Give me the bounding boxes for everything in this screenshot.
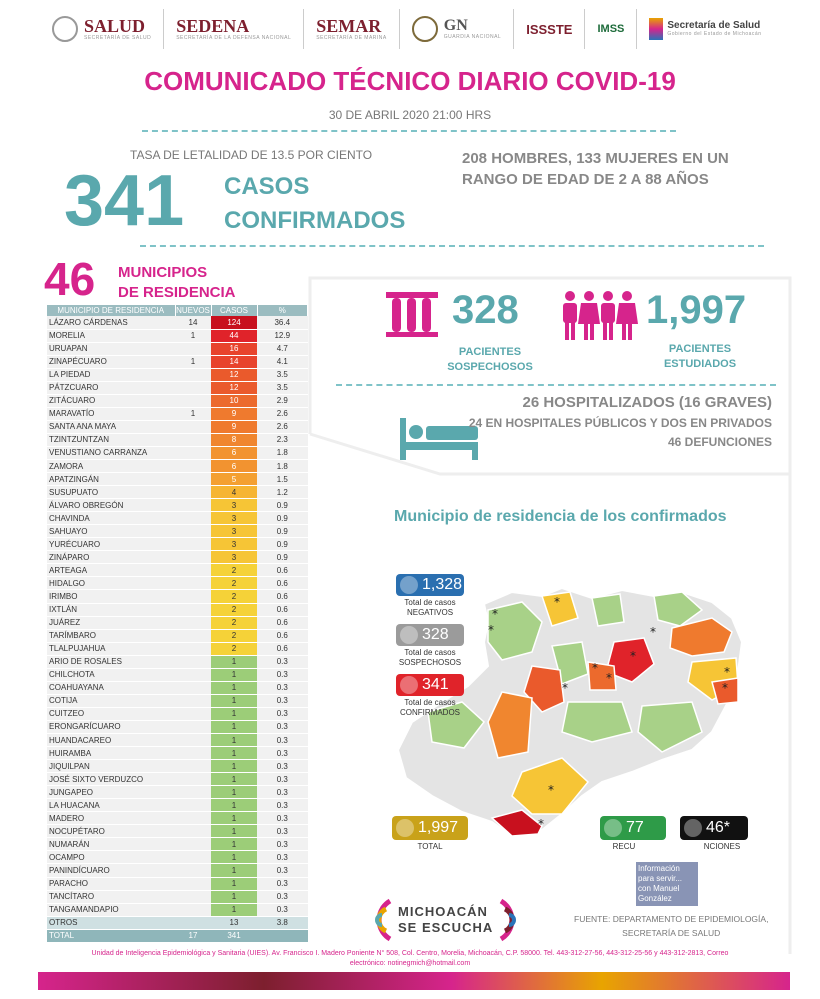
- person-icon: [400, 676, 418, 694]
- seal-icon: [52, 16, 78, 42]
- table-row: ERONGARÍCUARO 1 0.3: [47, 720, 308, 733]
- table-row: JUNGAPEO 1 0.3: [47, 786, 308, 799]
- table-row: APATZINGÁN 5 1.5: [47, 473, 308, 486]
- table-row: VENUSTIANO CARRANZA 6 1.8: [47, 446, 308, 459]
- total-row: TOTAL 17 341: [47, 929, 308, 942]
- divider: [142, 130, 676, 132]
- table-row: TLALPUJAHUA 2 0.6: [47, 642, 308, 655]
- table-row: LA HUACANA 1 0.3: [47, 799, 308, 812]
- table-row: IRIMBO 2 0.6: [47, 590, 308, 603]
- sound-waves-icon: [356, 895, 394, 945]
- negatives-box: 1,328: [396, 574, 464, 596]
- total-box: 1,997: [392, 816, 468, 840]
- table-row: PÁTZCUARO 12 3.5: [47, 381, 308, 394]
- negatives-label: Total de casos NEGATIVOS: [404, 598, 456, 617]
- table-row: ZITÁCUARO 10 2.9: [47, 394, 308, 407]
- table-row: HIDALGO 2 0.6: [47, 577, 308, 590]
- svg-text:*: *: [548, 783, 554, 797]
- logo-strip: [0, 0, 820, 58]
- hospitalized: 26 HOSPITALIZADOS (16 GRAVES): [522, 394, 772, 411]
- map-title: Municipio de residencia de los confirmados: [394, 508, 727, 525]
- municipalities-label: MUNICIPIOS DE RESIDENCIA: [118, 264, 236, 301]
- table-row: ARTEAGA 2 0.6: [47, 564, 308, 577]
- studied-count: 1,997: [646, 288, 747, 332]
- semar-logo: SEMAR SECRETARÍA DE MARINA: [304, 9, 399, 49]
- table-row: ZAMORA 6 1.8: [47, 460, 308, 473]
- recovered-box: 77: [600, 816, 666, 840]
- table-row: COAHUAYANA 1 0.3: [47, 681, 308, 694]
- person-icon: [400, 626, 418, 644]
- table-row: MORELIA 1 44 12.9: [47, 329, 308, 342]
- table-row: TANGAMANDAPIO 1 0.3: [47, 903, 308, 916]
- table-row: COTIJA 1 0.3: [47, 694, 308, 707]
- k-logo-icon: [649, 18, 663, 40]
- confirmed-legend-label: Total de casos CONFIRMADOS: [400, 698, 460, 717]
- svg-text:*: *: [722, 681, 728, 695]
- people-icon: [560, 290, 638, 342]
- table-row: JIQUILPAN 1 0.3: [47, 760, 308, 773]
- table-row: MARAVATÍO 1 9 2.6: [47, 407, 308, 420]
- divider: [140, 245, 764, 247]
- footer-color-band: [38, 972, 790, 990]
- confirmed-label: CASOS CONFIRMADOS: [224, 173, 406, 234]
- deaths: 46 DEFUNCIONES: [667, 435, 772, 449]
- svg-text:*: *: [650, 625, 656, 639]
- table-row: PANINDÍCUARO 1 0.3: [47, 864, 308, 877]
- svg-text:*: *: [606, 671, 612, 685]
- studied-label: PACIENTES ESTUDIADOS: [663, 343, 737, 370]
- test-tubes-icon: [386, 292, 438, 338]
- table-row: TANCÍTARO 1 0.3: [47, 890, 308, 903]
- suspects-box: 328: [396, 624, 464, 646]
- svg-text:*: *: [554, 595, 560, 609]
- table-row: ARIO DE ROSALES 1 0.3: [47, 655, 308, 668]
- sedena-logo: SEDENA SECRETARÍA DE LA DEFENSA NACIONAL: [164, 9, 304, 49]
- table-row: LÁZARO CÁRDENAS 14 124 36.4: [47, 316, 308, 329]
- table-row: CUITZEO 1 0.3: [47, 707, 308, 720]
- table-header: MUNICIPIO DE RESIDENCIA NUEVOS CASOS %: [47, 305, 308, 316]
- svg-text:*: *: [630, 649, 636, 663]
- gn-seal-icon: [412, 16, 438, 42]
- table-row: HUANDACAREO 1 0.3: [47, 734, 308, 747]
- table-row: PARACHO 1 0.3: [47, 877, 308, 890]
- table-row: TARÍMBARO 2 0.6: [47, 629, 308, 642]
- svg-text:*: *: [488, 623, 494, 637]
- people-group-icon: [684, 819, 702, 837]
- person-icon: [400, 576, 418, 594]
- otros-row: OTROS 13 3.8: [47, 916, 308, 929]
- svg-text:*: *: [538, 817, 544, 831]
- municipality-table: [47, 305, 308, 943]
- suspected-count: 328: [452, 288, 519, 332]
- confirmed-count: 341: [64, 161, 185, 241]
- sound-waves-icon: [497, 895, 535, 945]
- table-row: SANTA ANA MAYA 9 2.6: [47, 420, 308, 433]
- imss-logo: IMSS: [585, 9, 637, 49]
- recovered-label: RECU: [612, 842, 636, 851]
- table-row: URUAPAN 16 4.7: [47, 342, 308, 355]
- svg-text:*: *: [724, 665, 730, 679]
- svg-text:*: *: [592, 661, 598, 675]
- deaths-label: NCIONES: [703, 842, 741, 851]
- hospital-split: 24 EN HOSPITALES PÚBLICOS Y DOS EN PRIVADOS: [468, 416, 772, 430]
- table-row: ÁLVARO OBREGÓN 3 0.9: [47, 499, 308, 512]
- table-row: NOCUPÉTARO 1 0.3: [47, 825, 308, 838]
- divider: [336, 384, 776, 386]
- table-row: OCAMPO 1 0.3: [47, 851, 308, 864]
- table-row: ZINAPÉCUARO 1 14 4.1: [47, 355, 308, 368]
- michoacan-se-escucha-logo: MICHOACÁN SE ESCUCHA: [356, 895, 535, 945]
- table-row: YURÉCUARO 3 0.9: [47, 538, 308, 551]
- svg-text:*: *: [492, 607, 498, 621]
- table-row: HUIRAMBA 1 0.3: [47, 747, 308, 760]
- table-row: NUMARÁN 1 0.3: [47, 838, 308, 851]
- issste-logo: ISSSTE: [514, 9, 585, 49]
- suspected-label: PACIENTES SOSPECHOSOS: [447, 346, 533, 373]
- salud-logo: SALUD SECRETARÍA DE SALUD: [40, 9, 164, 49]
- table-row: SUSUPUATO 4 1.2: [47, 486, 308, 499]
- table-row: CHAVINDA 3 0.9: [47, 512, 308, 525]
- svg-text:*: *: [562, 681, 568, 695]
- table-row: CHILCHOTA 1 0.3: [47, 668, 308, 681]
- demographics: 208 HOMBRES, 133 MUJERES EN UN RANGO DE EDAD DE 2 A 88 AÑOS: [462, 150, 729, 188]
- table-row: SAHUAYO 3 0.9: [47, 525, 308, 538]
- michoacan-salud-logo: Secretaría de Salud Gobierno del Estado de Michoacán: [637, 9, 773, 49]
- table-row: JOSÉ SIXTO VERDUZCO 1 0.3: [47, 773, 308, 786]
- table-row: MADERO 1 0.3: [47, 812, 308, 825]
- suspects-label: Total de casos SOSPECHOSOS: [398, 648, 462, 667]
- table-row: ZINÁPARO 3 0.9: [47, 551, 308, 564]
- municipalities-count: 46: [44, 253, 96, 305]
- lethality-rate: TASA DE LETALIDAD DE 13.5 POR CIENTO: [130, 148, 373, 162]
- table-row: LA PIEDAD 12 3.5: [47, 368, 308, 381]
- people-group-icon: [604, 819, 622, 837]
- table-row: TZINTZUNTZAN 8 2.3: [47, 433, 308, 446]
- footer-address: Unidad de Inteligencia Epidemiológica y Sanitaria (UIES). Av. Francisco I. Madero Poniente N° 508, Col. Centro, Morelia, Michoacán, C.P. 58000. Tel. 443-312-27-56, 443-312-25-56 y 443-312-2813, Correo electrónico: notinegmich@hotmail.com: [91, 950, 729, 967]
- gn-logo: GN GUARDIA NACIONAL: [400, 9, 514, 49]
- table-row: IXTLÁN 2 0.6: [47, 603, 308, 616]
- total-label: TOTAL: [417, 842, 443, 851]
- report-date: 30 DE ABRIL 2020 21:00 HRS: [328, 108, 492, 122]
- page-title: COMUNICADO TÉCNICO DIARIO COVID-19: [144, 66, 676, 96]
- table-row: JUÁREZ 2 0.6: [47, 616, 308, 629]
- source-note: FUENTE: DEPARTAMENTO DE EPIDEMIOLOGÍA, SECRETARÍA DE SALUD: [574, 914, 769, 938]
- watermark: Información para servir... con Manuel González: [636, 862, 698, 906]
- deaths-box: 46*: [680, 816, 748, 840]
- confirmed-box: 341: [396, 674, 464, 696]
- people-group-icon: [396, 819, 414, 837]
